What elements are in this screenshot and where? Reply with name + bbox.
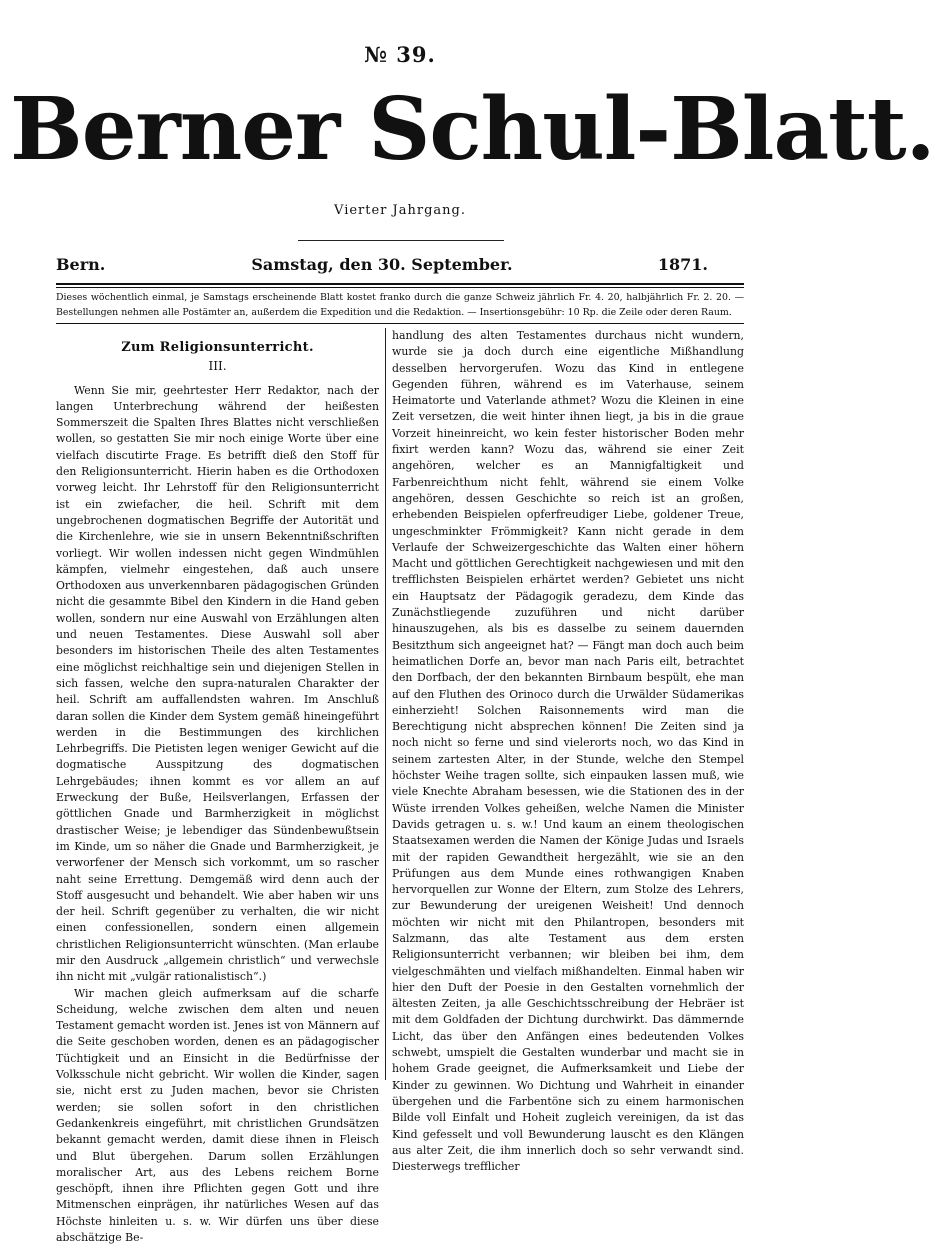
paragraph: Wir machen gleich aufmerksam auf die scharfe Scheidung, welche zwischen dem alten und neuen Testament gemacht worden ist. Jenes ist von Männern auf die Seite geschoben worden, denen es an pädagogischer Tüchtigkeit und an Einsicht in die Bedürfnisse der Volksschule nicht gebricht. Wir wollen die Kinder, sagen sie, nicht erst zu Juden machen, bevor sie Christen werden; sie sollen sofort in den christlichen Gedankenkreis eingeführt, mit christlichen Grundsätzen bekannt gemacht werden, damit diese ihnen in Fleisch und Blut übergehen. Darum sollen Erzählungen moralischer Art, aus des Lebens reichem Borne geschöpft, ihnen ihre Pflichten gegen Gott und ihre Mitmenschen einprägen, ihr natürliches Wesen auf das Höchste hinleiten u. s. w. Wir dürfen uns über diese abschätzige Be- — [56, 986, 379, 1245]
paragraph: handlung des alten Testamentes durchaus nicht wundern, wurde sie ja doch durch eine eigentliche Mißhandlung desselben hervorgerufen. Wozu das Kind in entlegene Gegenden führen, während es im Vaterhause, seinem Heimatorte und Vaterlande athmet? Wozu die Kleinen in eine Zeit versetzen, die weit hinter ihnen liegt, ja bis in die graue Vorzeit hineinreicht, wo kein fester historischer Boden mehr fixirt werden kann? Wozu das, während sie einer Zeit angehören, welcher es an Mannigfaltigkeit und Farbenreichthum nicht fehlt, während sie einem Volke angehören, dessen Geschichte so reich ist an großen, erhebenden Beispielen opferfreudiger Liebe, goldener Treue, ungeschminkter Frömmigkeit? Kann nicht gerade in dem Verlaufe der Schweizergeschichte das Walten einer höhern Macht und göttlichen Gerechtigkeit nachgewiesen und mit den trefflichsten Beispielen erhärtet werden? Gebietet uns nicht ein Hauptsatz der Pädagogik geradezu, dem Kinde das Zunächstliegende zuzuführen und nicht darüber hinauszugehen, als bis es dasselbe zu seinem dauernden Besitzthum sich angeeignet hat? — Fängt man doch auch beim heimatlichen Dorfe an, bevor man nach Paris eilt, betrachtet den Dorfbach, der den bekannten Birnbaum bespült, ehe man auf den Fluthen des Orinoco durch die Urwälder Südamerikas einherzieht! Solchen Raisonnements wird man die Berechtigung nicht absprechen können! Die Zeiten sind ja noch nicht so ferne und sind vielerorts noch, wo das Kind in seinem zartesten Alter, in der Stunde, welche den Stempel höchster Weihe tragen sollte, sich einpauken lassen muß, wie viele Knechte Abraham besessen, wie die Stationen des in der Wüste irrenden Volkes geheißen, welche Namen die Minister Davids getragen u. s. w.! Und kaum an einem theologischen Staatsexamen werden die Namen der Könige Judas und Israels mit der rapiden Gewandtheit hergezählt, wie sie an den Prüfungen aus dem Munde eines rothwangigen Knaben hervorquellen zur Wonne der Eltern, zum Stolze des Lehrers, zur Bewunderung der ureigenen Weisheit! Und dennoch möchten wir nicht mit den Philantropen, besonders mit Salzmann, das alte Testament aus dem ersten Religionsunterricht verbannen; wir bleiben bei ihm, dem vielgeschmähten und vielfach mißhandelten. Einmal haben wir hier den Duft der Poesie in den Gestalten vornehmlich der ältesten Zeiten, ja alle Geschichtsschreibung der Hebräer ist mit dem Goldfaden der Dichtung durchwirkt. Das dämmernde Licht, das über den Anfängen eines bedeutenden Volkes schwebt, umspielt die Gestalten wunderbar und macht sie in hohem Grade geeignet, die Aufmerksamkeit und Liebe der Kinder zu gewinnen. Wo Dichtung und Wahrheit in einander übergehen und die Farbentöne sich zu einem harmonischen Bilde voll Einfalt und Hoheit zugleich vereinigen, da ist das Kind gefesselt und voll Bewunderung lauscht es den Klängen aus alter Zeit, die ihm innerlich doch so sehr verwandt sind. Diesterwegs trefflicher — [392, 329, 744, 1174]
date: Samstag, den 30. September. — [251, 255, 513, 274]
article-title: Zum Religionsunterricht. — [121, 340, 314, 355]
place: Bern. — [56, 255, 106, 274]
paragraph: Wenn Sie mir, geehrtester Herr Redaktor, nach der langen Unterbrechung während der heißesten Sommerszeit die Spalten Ihres Blattes nicht verschließen wollen, so gestatten Sie mir noch einige Worte über eine vielfach discutirte Frage. Es betrifft dieß den Stoff für den Religionsunterricht. Hierin haben es die Orthodoxen vorweg leicht. Ihr Lehrstoff für den Religionsunterricht ist ein zwiefacher, die heil. Schrift mit dem ungebrochenen dogmatischen Begriffe der Autorität und die Kirchenlehre, wie sie in unsern Bekenntnißschriften vorliegt. Wir wollen indessen nicht gegen Windmühlen kämpfen, vielmehr eingestehen, daß auch unsere Orthodoxen aus unverkennbaren pädagogischen Gründen nicht die gesammte Bibel den Kindern in die Hand geben wollen, sondern nur eine Auswahl von Erzählungen alten und neuen Testamentes. Diese Auswahl soll aber besonders im historischen Theile des alten Testamentes eine möglichst reichhaltige sein und diejenigen Stellen in sich fassen, welche den supra-naturalen Charakter der heil. Schrift am auffallendsten wahren. Im Anschluß daran sollen die Kinder dem System gemäß hineingeführt werden in die Bestimmungen des kirchlichen Lehrbegriffs. Die Pietisten legen weniger Gewicht auf die dogmatische Ausspitzung des dogmatischen Lehrgebäudes; ihnen kommt es vor allem an auf Erweckung der Buße, Heilsverlangen, Erfassen der göttlichen Gnade und Barmherzigkeit in möglichst drastischer Weise; je lebendiger das Sündenbewußtsein im Kinde, um so näher die Gnade und Barmherzigkeit, je verworfener der Mensch sich vorkommt, um so rascher naht seine Errettung. Demgemäß wird denn auch der Stoff ausgesucht und behandelt. Wie aber haben wir uns der heil. Schrift gegenüber zu verhalten, die wir nicht einen confessionellen, sondern einen allgemein christlichen Religionsunterricht wünschten. (Man erlaube mir den Ausdruck „allgemein christlich“ und verwechsle ihn nicht mit „vulgär rationalistisch“.) — [56, 383, 379, 984]
notice-rule — [56, 323, 744, 324]
right-column — [392, 328, 744, 1174]
year: 1871. — [657, 255, 708, 274]
subscription-notice: Dieses wöchentlich einmal, je Samstags erscheinende Blatt kostet franko durch die ganze Schweiz jährlich Fr. 4. 20, halbjährlich Fr. 2. 20. — Bestellungen nehmen alle Postämter an, außerdem die Expedition und die Redaktion. — Insertionsgebühr: 10 Rp. die Zeile oder deren Raum. — [56, 292, 744, 318]
top-rule — [56, 283, 744, 285]
issue-number: № 39. — [364, 42, 436, 67]
dateline — [56, 255, 708, 277]
article-part: III. — [208, 359, 227, 374]
volume-label: Vierter Jahrgang. — [334, 203, 466, 218]
header-rule — [298, 240, 504, 241]
column-divider — [385, 328, 386, 1080]
left-column — [56, 328, 379, 1245]
masthead-title: Berner Schul-Blatt. — [10, 79, 935, 180]
top-rule-thin — [56, 287, 744, 288]
